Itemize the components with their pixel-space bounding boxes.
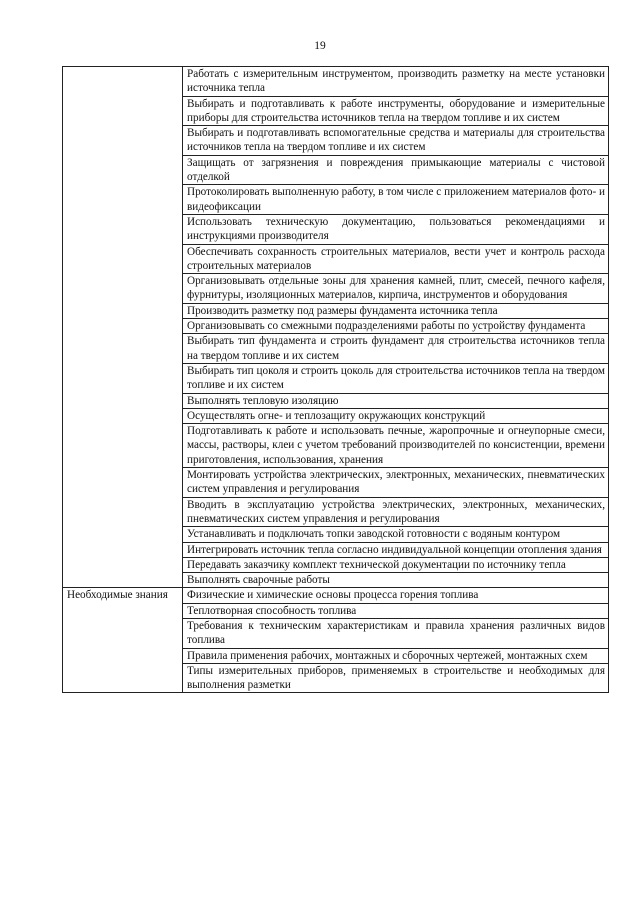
- ability-item: Выполнять тепловую изоляцию: [183, 393, 609, 408]
- ability-item: Монтировать устройства электрических, электронных, механических, пневматических систем управления и регулирования: [183, 468, 609, 498]
- ability-item: Работать с измерительным инструментом, производить разметку на месте установки источника тепла: [183, 67, 609, 97]
- knowledge-item: Типы измерительных приборов, применяемых в строительстве и необходимых для выполнения разметки: [183, 663, 609, 693]
- empty-label-cell: [63, 67, 183, 588]
- ability-item: Организовывать отдельные зоны для хранения камней, плит, смесей, печного кафеля, фурнитуры, изоляционных материалов, кирпича, инструментов и оборудования: [183, 274, 609, 304]
- ability-item: Защищать от загрязнения и повреждения примыкающие материалы с чистовой отделкой: [183, 155, 609, 185]
- ability-item: Выбирать тип фундамента и строить фундамент для строительства источников тепла на твердом топливе и их систем: [183, 334, 609, 364]
- ability-item: Выбирать и подготавливать к работе инструменты, оборудование и измерительные приборы для строительства источников тепла на твердом топливе и их систем: [183, 96, 609, 126]
- ability-item: Вводить в эксплуатацию устройства электрических, электронных, механических, пневматических систем управления и регулирования: [183, 497, 609, 527]
- knowledge-label-cell: [63, 588, 183, 693]
- ability-item: Осуществлять огне- и теплозащиту окружающих конструкций: [183, 408, 609, 423]
- ability-item: Выбирать тип цоколя и строить цоколь для строительства источников тепла на твердом топливе и их систем: [183, 363, 609, 393]
- requirements-table: [62, 66, 609, 693]
- ability-item: Интегрировать источник тепла согласно индивидуальной концепции отопления здания: [183, 542, 609, 557]
- ability-item: Выбирать и подготавливать вспомогательные средства и материалы для строительства источников тепла на твердом топливе и их систем: [183, 126, 609, 156]
- knowledge-item: Правила применения рабочих, монтажных и сборочных чертежей, монтажных схем: [183, 648, 609, 663]
- knowledge-label: Необходимые знания: [67, 589, 168, 602]
- ability-item: Передавать заказчику комплект технической документации по источнику тепла: [183, 557, 609, 572]
- knowledge-item: Физические и химические основы процесса горения топлива: [183, 588, 609, 603]
- ability-item: Выполнять сварочные работы: [183, 573, 609, 588]
- ability-item: Использовать техническую документацию, пользоваться рекомендациями и инструкциями производителя: [183, 214, 609, 244]
- ability-item: Производить разметку под размеры фундамента источника тепла: [183, 303, 609, 318]
- table-row: [63, 588, 609, 603]
- ability-item: Подготавливать к работе и использовать печные, жаропрочные и огнеупорные смеси, массы, растворы, клеи с учетом требований производителей по консистенции, времени приготовления, использования, хранения: [183, 424, 609, 468]
- ability-item: Организовывать со смежными подразделениями работы по устройству фундамента: [183, 319, 609, 334]
- knowledge-item: Требования к техническим характеристикам и правила хранения различных видов топлива: [183, 618, 609, 648]
- table-row: [63, 67, 609, 97]
- ability-item: Устанавливать и подключать топки заводской готовности с водяным контуром: [183, 527, 609, 542]
- knowledge-item: Теплотворная способность топлива: [183, 603, 609, 618]
- page-number: 19: [314, 40, 326, 52]
- ability-item: Обеспечивать сохранность строительных материалов, вести учет и контроль расхода строительных материалов: [183, 244, 609, 274]
- ability-item: Протоколировать выполненную работу, в том числе с приложением материалов фото- и видеофиксации: [183, 185, 609, 215]
